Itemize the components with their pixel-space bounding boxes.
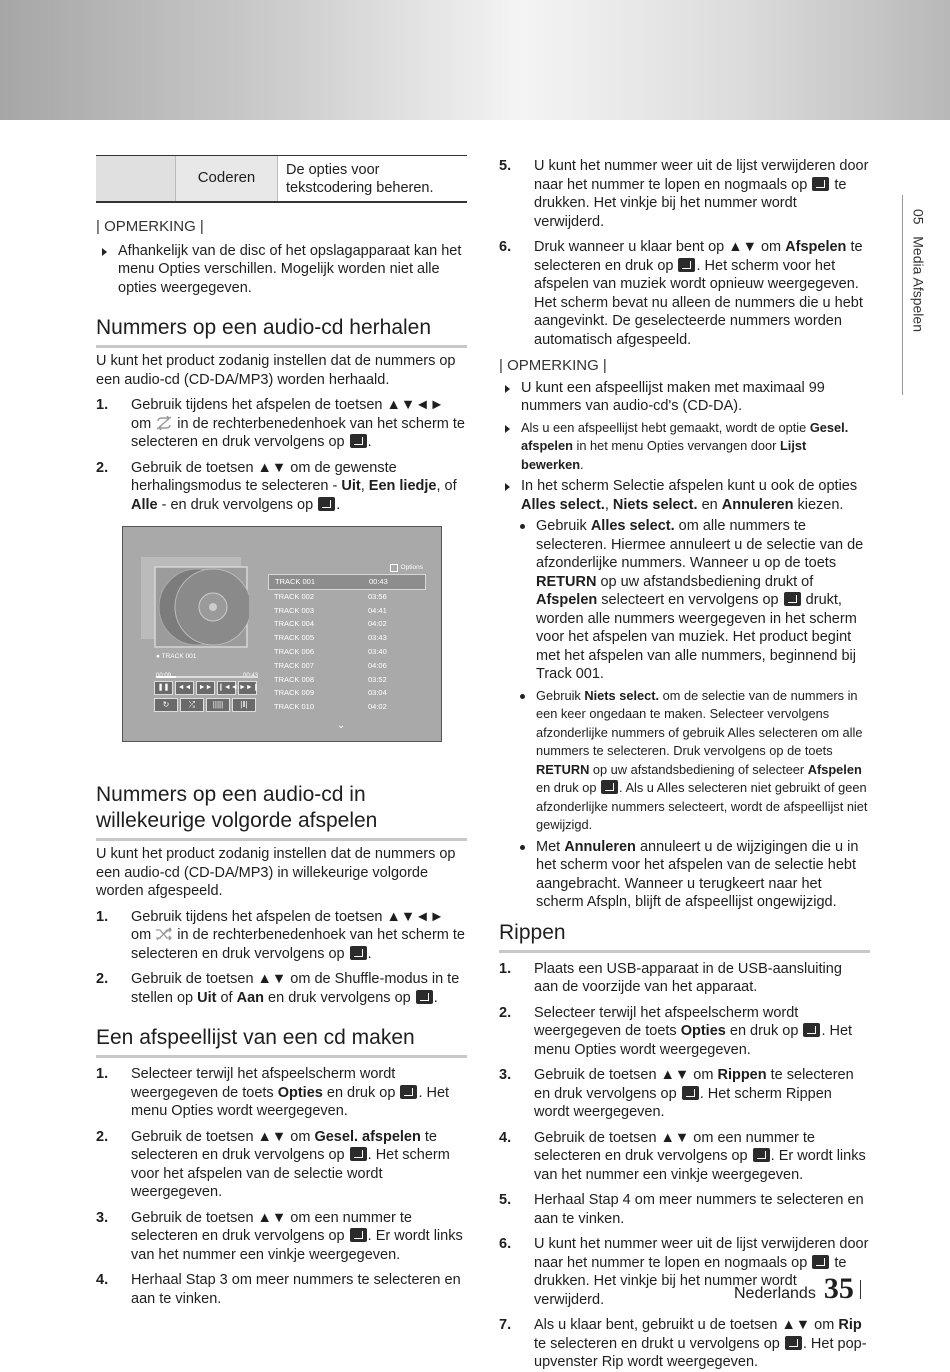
sub-bullet: Gebruik Alles select. om alle nummers te selecteren. Hiermee annuleert u de selectie van de afzonderlijke nummers. Wanneer u op de toets RETURN op uw afstandsbediening drukt of Afspelen selecteert en vervolgens op drukt, worden alle nummers weergegeven in het scherm voor het afspelen van muziek. Het product begint met het afspelen van alle nummers, beginnend bij Track 001. [499,517,870,684]
rewind-button[interactable]: ◄◄ [175,681,194,695]
options-table [96,155,467,203]
table-label: Coderen [175,156,277,201]
note-bullet: In het scherm Selectie afspelen kunt u ook de opties Alles select., Niets select. en Annuleren kiezen. [499,477,870,514]
enter-icon [318,497,335,511]
transport-controls [154,681,257,695]
track-name: TRACK 005 [274,633,315,643]
step: 1. Gebruik tijdens het afspelen de toetsen ▲▼◄► om in de rechterbenedenhoek van het scherm te selecteren en druk vervolgens op . [96,908,465,962]
current-track: ● TRACK 001 [156,653,197,660]
enter-icon [350,434,367,448]
section-title-playlist: Een afspeellijst van een cd maken [96,1025,467,1058]
enter-icon [682,1086,699,1100]
fast-forward-button[interactable]: ►► [196,681,215,695]
step: 1. Plaats een USB-apparaat in de USB-aansluiting aan de voorzijde van het apparaat. [499,960,842,995]
note-heading: | OPMERKING | [96,218,204,235]
step: 7. Als u klaar bent, gebruikt u de toetsen ▲▼ om Rip te selecteren en drukt u vervolgens op . Het pop-upvenster Rip wordt weergegeven. [499,1317,867,1370]
step: 2. Selecteer terwijl het afspeelscherm wordt weergegeven de toets Opties en druk op . Het menu Opties wordt weergegeven. [499,1004,853,1058]
enter-icon [812,177,829,191]
track-name: TRACK 004 [274,619,315,629]
section-title-repeat: Nummers op een audio-cd herhalen [96,315,467,348]
page-number: 35 [824,1280,861,1299]
track-name: TRACK 002 [274,591,315,601]
track-name: TRACK 010 [274,702,315,712]
sub-bullet: Met Annuleren annuleert u de wijzigingen die u in het scherm voor het afspelen van de selectie hebt aangebracht. Wanneer u terugkeert naar het scherm Afspln, blijft de afspeellijst ongewijzigd. [499,838,870,912]
step: 5. Herhaal Stap 4 om meer nummers te selecteren en aan te vinken. [499,1192,864,1227]
track-name: TRACK 007 [274,660,315,670]
track-duration: 04:06 [368,660,387,670]
track-name: TRACK 008 [274,674,315,684]
shuffle-icon [155,927,173,941]
shuffle-button[interactable]: ⤮ [180,698,204,712]
track-name: TRACK 003 [274,605,315,615]
track-row[interactable] [268,700,426,714]
track-row[interactable] [268,617,426,631]
progress-bar [156,676,258,678]
repeat-icon [155,416,173,430]
right-column [499,157,870,1372]
track-duration: 03:04 [368,688,387,698]
note-bullet: Als u een afspeellijst hebt gemaakt, wordt de optie Gesel. afspelen in het menu Opties vervangen door Lijst bewerken. [499,419,870,475]
step: 4. Gebruik de toetsen ▲▼ om een nummer te selecteren en druk vervolgens op . Er wordt links van het nummer een vinkje weergegeven. [499,1129,866,1183]
track-duration: 00:43 [369,577,388,586]
enter-icon [400,1085,417,1099]
equalizer-button[interactable]: ||||| [206,698,230,712]
track-duration: 04:02 [368,619,387,629]
enter-icon [785,1336,802,1350]
table-desc: De opties voor tekstcodering beheren. [277,156,467,201]
mode-controls [154,698,256,712]
scroll-down-icon[interactable]: ⌄ [337,720,346,731]
chapter-number: 05 [910,209,927,225]
enter-icon [350,1147,367,1161]
sub-bullet: Gebruik Niets select. om de selectie van de nummers in een keer ongedaan te maken. Selecteer vervolgens afzonderlijke nummers of gebruik Alles selecteren om alle nummers te selecteren. Druk vervolgens op de toets RETURN op uw afstandsbediening of selecteer Afspelen en druk op . Als u Alles selecteren niet gebruikt of geen afzonderlijke nummers selecteert, wordt de afspeellijst niet gewijzigd. [499,687,870,835]
track-row[interactable] [268,590,426,604]
track-row[interactable] [268,686,426,700]
section-intro: U kunt het product zodanig instellen dat de nummers op een audio-cd (CD-DA/MP3) in willekeurige volgorde worden afgespeeld. [96,846,456,899]
step: 4. Herhaal Stap 3 om meer nummers te selecteren en aan te vinken. [96,1272,461,1307]
note-bullet: Afhankelijk van de disc of het opslagapparaat kan het menu Opties verschillen. Mogelijk worden niet alle opties weergegeven. [96,242,467,298]
enter-icon [678,258,695,272]
track-duration: 03:40 [368,646,387,656]
step: 2. Gebruik de toetsen ▲▼ om Gesel. afspelen te selecteren en druk vervolgens op . Het scherm voor het afspelen van de selectie wordt weergegeven. [96,1128,450,1200]
enter-icon [753,1148,770,1162]
next-button[interactable]: ►►❙ [238,681,257,695]
track-row[interactable] [268,574,426,590]
step: 3. Gebruik de toetsen ▲▼ om een nummer te selecteren en druk vervolgens op . Er wordt links van het nummer een vinkje weergegeven. [96,1209,463,1263]
track-name: TRACK 001 [275,577,316,586]
track-name: TRACK 009 [274,688,315,698]
step: 6. Druk wanneer u klaar bent op ▲▼ om Afspelen te selecteren en druk op . Het scherm voor het afspelen van muziek wordt opnieuw weergegeven. Het scherm bevat nu alleen de nummers die u hebt aangevinkt. De geselecteerde nummers worden automatisch afgespeeld. [499,239,863,348]
enter-icon [350,946,367,960]
track-row[interactable] [268,604,426,618]
note-bullet: U kunt een afspeellijst maken met maximaal 99 nummers van audio-cd's (CD-DA). [499,379,870,416]
options-icon [390,564,398,572]
enter-icon [812,1255,829,1269]
step: 5. U kunt het nummer weer uit de lijst verwijderen door naar het nummer te lopen en nogmaals op te drukken. Het vinkje bij het nummer wordt verwijderd. [499,158,869,230]
step: 2. Gebruik de toetsen ▲▼ om de Shuffle-modus in te stellen op Uit of Aan en druk vervolgens op . [96,971,460,1006]
player-screenshot [122,526,442,742]
options-label: Options [390,559,423,578]
step: 1. Gebruik tijdens het afspelen de toetsen ▲▼◄► om in de rechterbenedenhoek van het scherm te selecteren en druk vervolgens op . [96,397,465,450]
track-list [268,574,426,714]
track-name: TRACK 006 [274,646,315,656]
step: 1. Selecteer terwijl het afspeelscherm wordt weergegeven de toets Opties en druk op . Het menu Opties wordt weergegeven. [96,1066,450,1119]
track-duration: 04:02 [368,702,387,712]
chapter-title: Media Afspelen [910,236,927,332]
track-duration: 04:41 [368,605,387,615]
note-heading: | OPMERKING | [499,357,607,374]
header-banner [0,0,950,120]
track-row[interactable] [268,631,426,645]
enter-icon [601,780,618,794]
track-duration: 03:52 [368,674,387,684]
sound-mode-button[interactable]: |‖| [232,698,256,712]
enter-icon [416,990,433,1004]
pause-button[interactable]: ❚❚ [154,681,173,695]
step: 3. Gebruik de toetsen ▲▼ om Rippen te selecteren en druk vervolgens op . Het scherm Rippen wordt weergegeven. [499,1067,854,1120]
enter-icon [803,1023,820,1037]
left-column [96,155,467,1308]
track-row[interactable] [268,645,426,659]
cd-icon [153,565,249,649]
enter-icon [784,592,801,606]
chapter-tab [902,195,938,395]
footer-language: Nederlands [734,1285,816,1302]
track-duration: 03:56 [368,591,387,601]
step: 2. Gebruik de toetsen ▲▼ om de gewenste herhalingsmodus te selecteren - Uit, Een liedje, of Alle - en druk vervolgens op . [96,459,457,513]
section-title-shuffle: Nummers op een audio-cd in willekeurige volgorde afspelen [96,782,467,841]
section-title-rippen: Rippen [499,920,870,953]
step: 6. U kunt het nummer weer uit de lijst verwijderen door naar het nummer te lopen en nogmaals op te drukken. Het vinkje bij het nummer wordt verwijderd. [499,1236,869,1308]
previous-button[interactable]: ❙◄◄ [217,681,236,695]
track-row[interactable] [268,673,426,687]
track-duration: 03:43 [368,633,387,643]
repeat-button[interactable]: ↻ [154,698,178,712]
page-footer [734,1272,861,1305]
section-intro: U kunt het product zodanig instellen dat de nummers op een audio-cd (CD-DA/MP3) worden herhaald. [96,353,456,388]
track-row[interactable] [268,659,426,673]
enter-icon [350,1228,367,1242]
